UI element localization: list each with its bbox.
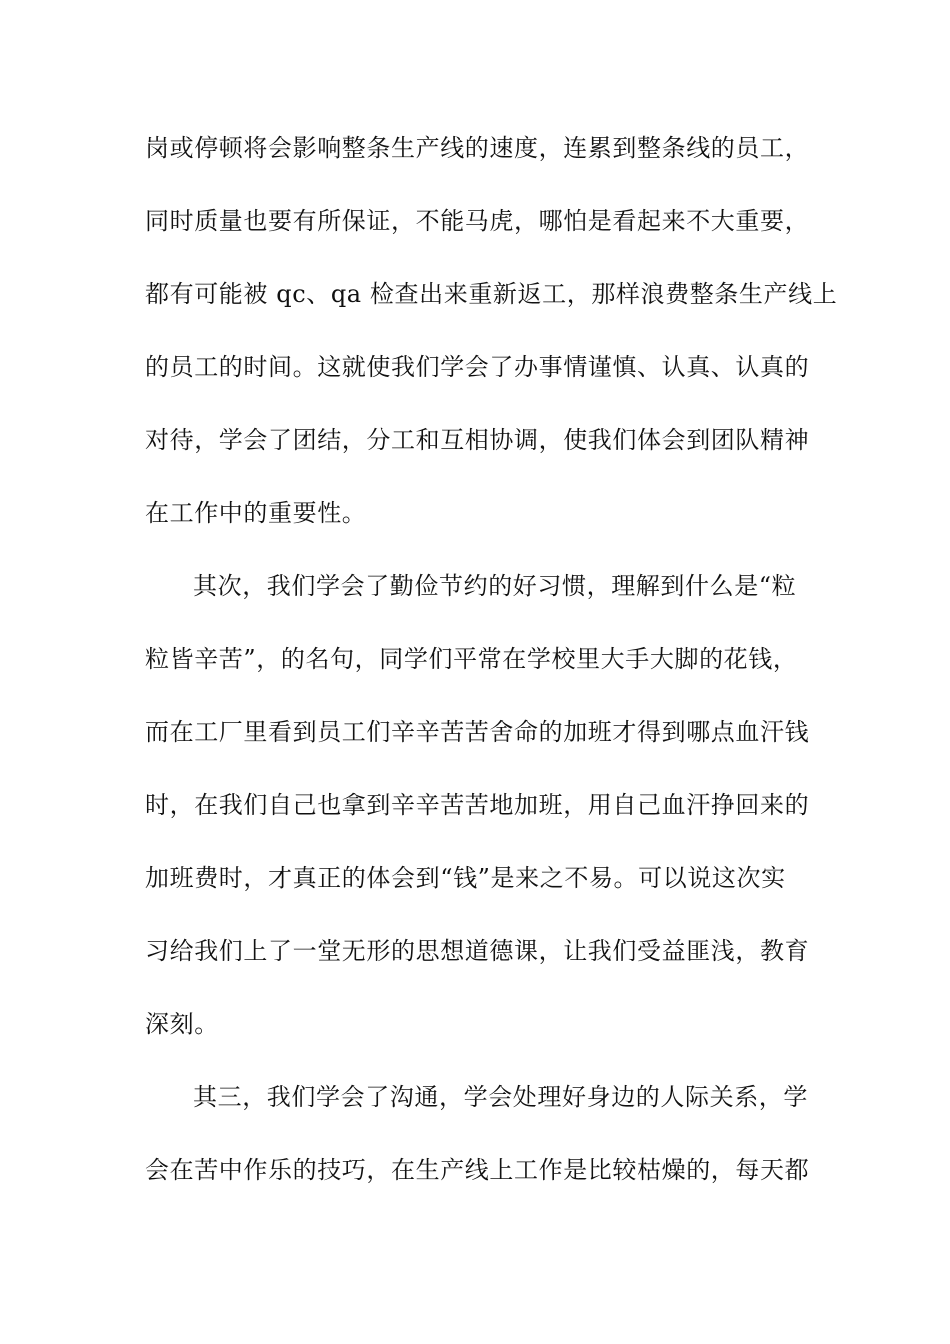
- text-line: 岗或停顿将会影响整条生产线的速度，连累到整条线的员工，: [145, 134, 810, 162]
- text-line: 而在工厂里看到员工们辛辛苦苦舍命的加班才得到哪点血汗钱: [145, 718, 810, 746]
- text-line: 时，在我们自己也拿到辛辛苦苦地加班，用自己血汗挣回来的: [145, 791, 810, 819]
- text-line: 在工作中的重要性。: [145, 499, 367, 527]
- text-line: 粒皆辛苦”，的名句，同学们平常在学校里大手大脚的花钱，: [145, 645, 798, 673]
- text-line: 的员工的时间。这就使我们学会了办事情谨慎、认真、认真的: [145, 353, 810, 381]
- text-line: 深刻。: [145, 1010, 219, 1038]
- paragraph-start-line: 其次，我们学会了勤俭节约的好习惯，理解到什么是“粒: [193, 572, 797, 600]
- text-line: 对待，学会了团结，分工和互相协调，使我们体会到团队精神: [145, 426, 810, 454]
- text-line: 习给我们上了一堂无形的思想道德课，让我们受益匪浅，教育: [145, 937, 810, 965]
- text-line: 会在苦中作乐的技巧，在生产线上工作是比较枯燥的，每天都: [145, 1156, 810, 1184]
- paragraph-start-line: 其三，我们学会了沟通，学会处理好身边的人际关系，学: [193, 1083, 808, 1111]
- text-line: 同时质量也要有所保证，不能马虎，哪怕是看起来不大重要，: [145, 207, 810, 235]
- text-line: 加班费时，才真正的体会到“钱”是来之不易。可以说这次实: [145, 864, 786, 892]
- text-line: 都有可能被 qc、qa 检查出来重新返工，那样浪费整条生产线上: [145, 280, 838, 308]
- body-text: [145, 123, 838, 1218]
